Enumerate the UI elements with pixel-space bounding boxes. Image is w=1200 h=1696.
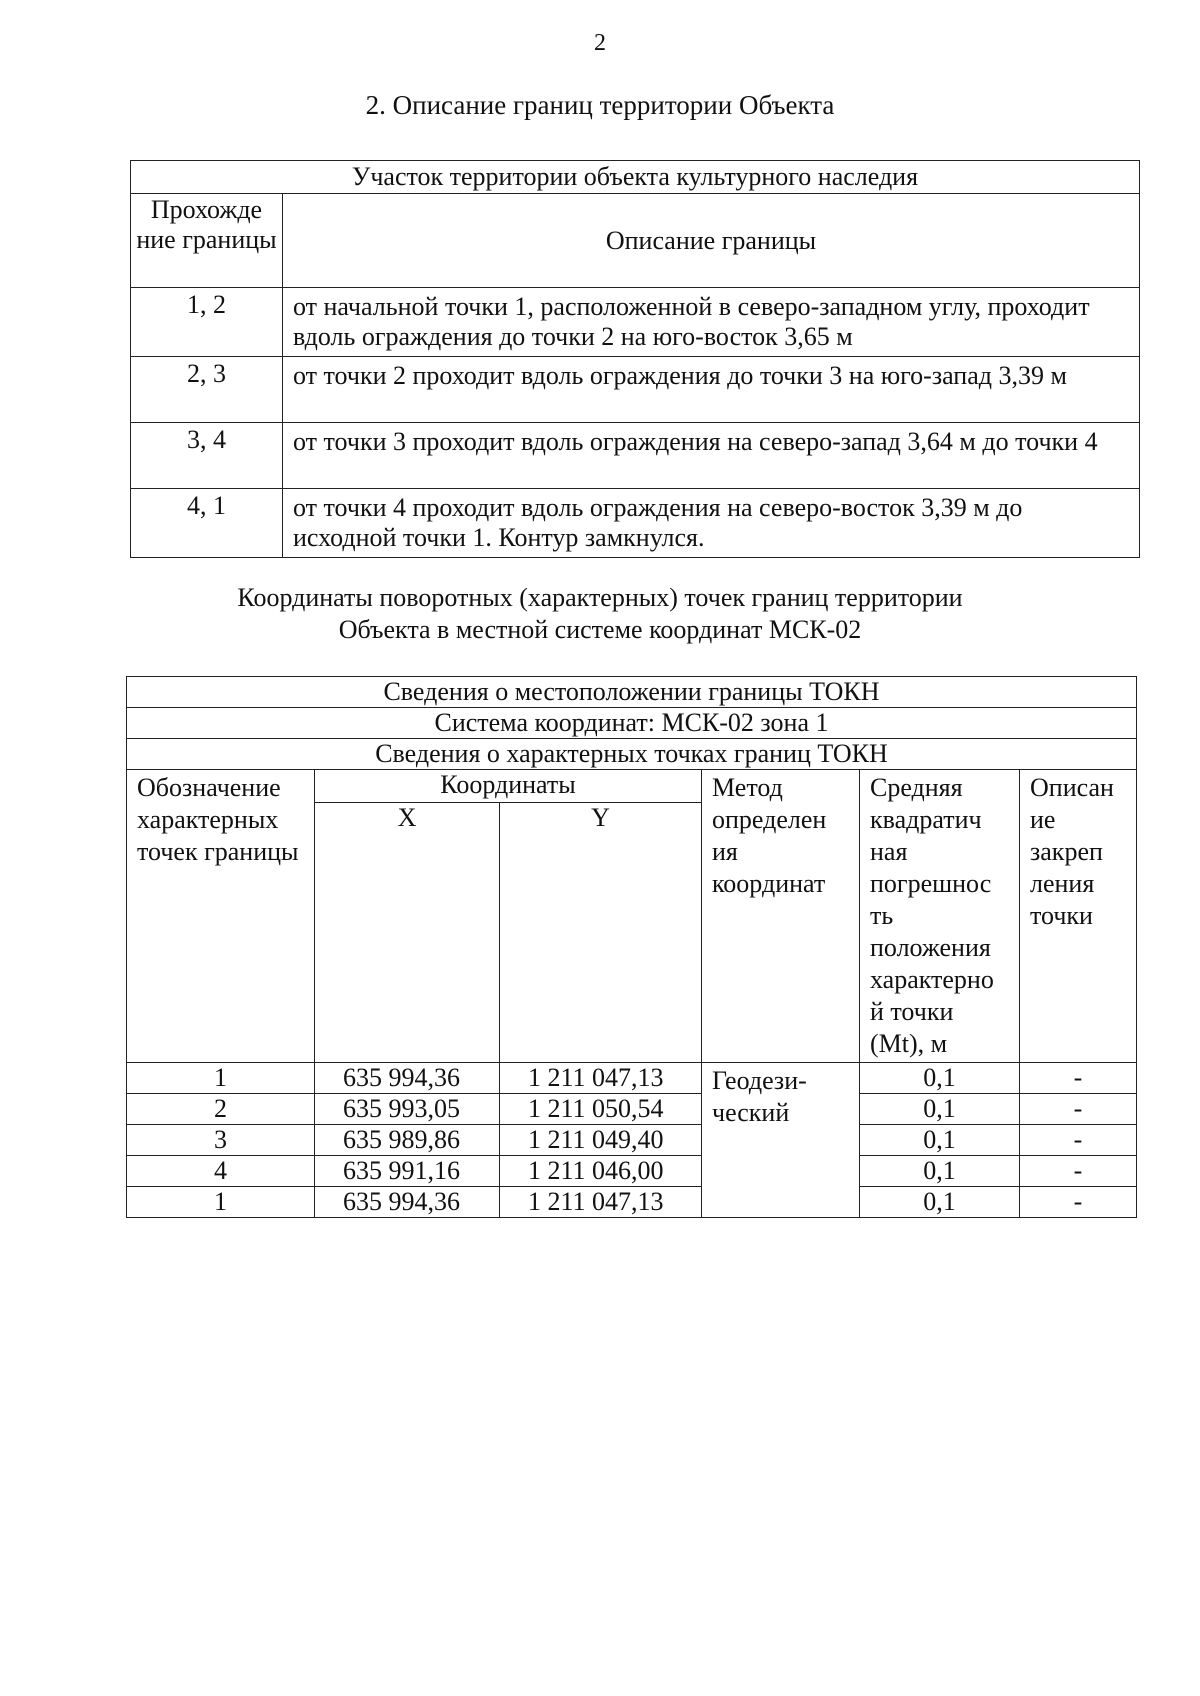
col-y-header: Y bbox=[500, 803, 702, 1063]
boundary-table-caption: Участок территории объекта культурного наследия bbox=[131, 161, 1140, 194]
col-coords-header: Координаты bbox=[315, 770, 702, 803]
error-cell: 0,1 bbox=[860, 1187, 1020, 1218]
section-title: 2. Описание границ территории Объекта bbox=[365, 90, 835, 120]
method-cell: Геодези- ческий bbox=[702, 1063, 860, 1218]
coords-title bbox=[0, 582, 1200, 646]
col-fixing-header: Описан ие закреп ления точки bbox=[1020, 770, 1137, 1063]
boundary-table bbox=[130, 160, 1140, 558]
col-point-header: Обозначение характерных точек границы bbox=[127, 770, 315, 1063]
error-cell: 0,1 bbox=[860, 1063, 1020, 1094]
point-cell: 4 bbox=[127, 1156, 315, 1187]
error-cell: 0,1 bbox=[860, 1094, 1020, 1125]
coords-table bbox=[126, 676, 1137, 1218]
segment-cell: 2, 3 bbox=[131, 357, 283, 423]
error-cell: 0,1 bbox=[860, 1156, 1020, 1187]
col-error-header: Средняя квадратич ная погрешнос ть положения характерно й точки (Mt), м bbox=[860, 770, 1020, 1063]
col-x-header: X bbox=[315, 803, 500, 1063]
fixing-cell: - bbox=[1020, 1094, 1137, 1125]
coords-title-line2: Объекта в местной системе координат МСК-02 bbox=[338, 615, 862, 644]
coords-title-line1: Координаты поворотных (характерных) точек границ территории bbox=[237, 583, 963, 612]
col-description-header: Описание границы bbox=[283, 194, 1140, 288]
point-cell: 1 bbox=[127, 1187, 315, 1218]
fixing-cell: - bbox=[1020, 1156, 1137, 1187]
description-cell: от точки 4 проходит вдоль ограждения на северо-восток 3,39 м до исходной точки 1. Контур замкнулся. bbox=[283, 489, 1140, 558]
segment-cell: 3, 4 bbox=[131, 423, 283, 489]
x-cell: 635 991,16 bbox=[315, 1156, 500, 1187]
description-cell: от начальной точки 1, расположенной в северо-западном углу, проходит вдоль ограждения до точки 2 на юго-восток 3,65 м bbox=[283, 288, 1140, 357]
segment-cell: 4, 1 bbox=[131, 489, 283, 558]
point-cell: 2 bbox=[127, 1094, 315, 1125]
x-cell: 635 993,05 bbox=[315, 1094, 500, 1125]
segment-cell: 1, 2 bbox=[131, 288, 283, 357]
page-number: 2 bbox=[594, 30, 606, 56]
description-cell: от точки 3 проходит вдоль ограждения на северо-запад 3,64 м до точки 4 bbox=[283, 423, 1140, 489]
fixing-cell: - bbox=[1020, 1187, 1137, 1218]
coords-header-points: Сведения о характерных точках границ ТОКН bbox=[127, 739, 1137, 770]
y-cell: 1 211 047,13 bbox=[500, 1063, 702, 1094]
y-cell: 1 211 046,00 bbox=[500, 1156, 702, 1187]
coords-header-system: Система координат: МСК-02 зона 1 bbox=[127, 708, 1137, 739]
x-cell: 635 989,86 bbox=[315, 1125, 500, 1156]
y-cell: 1 211 047,13 bbox=[500, 1187, 702, 1218]
col-segment-header: Прохожде ние границы bbox=[131, 194, 283, 288]
description-cell: от точки 2 проходит вдоль ограждения до точки 3 на юго-запад 3,39 м bbox=[283, 357, 1140, 423]
fixing-cell: - bbox=[1020, 1063, 1137, 1094]
point-cell: 1 bbox=[127, 1063, 315, 1094]
point-cell: 3 bbox=[127, 1125, 315, 1156]
error-cell: 0,1 bbox=[860, 1125, 1020, 1156]
x-cell: 635 994,36 bbox=[315, 1063, 500, 1094]
fixing-cell: - bbox=[1020, 1125, 1137, 1156]
y-cell: 1 211 050,54 bbox=[500, 1094, 702, 1125]
y-cell: 1 211 049,40 bbox=[500, 1125, 702, 1156]
x-cell: 635 994,36 bbox=[315, 1187, 500, 1218]
coords-header-location: Сведения о местоположении границы ТОКН bbox=[127, 677, 1137, 708]
col-method-header: Метод определен ия координат bbox=[702, 770, 860, 1063]
